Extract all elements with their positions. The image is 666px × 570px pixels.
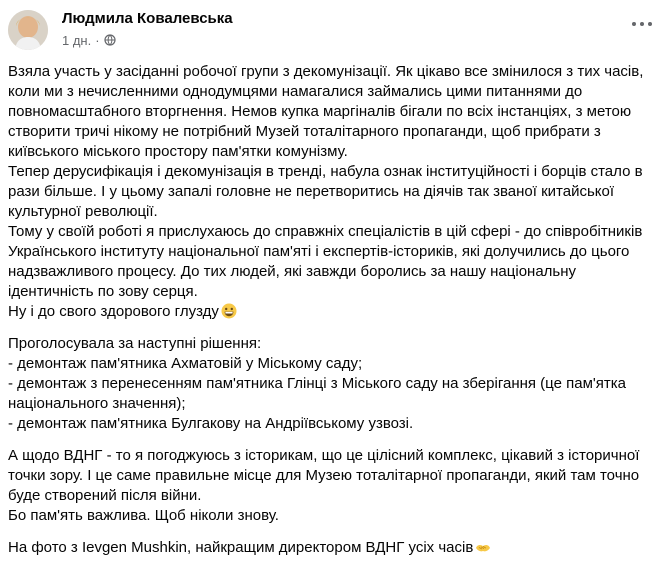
text-line-with-emoji [8, 538, 658, 558]
more-options-icon [640, 22, 644, 26]
text-line: - демонтаж пам'ятника Ахматовій у Міському саду; [8, 355, 363, 372]
author-avatar[interactable] [8, 10, 48, 50]
text-line: повномасштабного вторгнення. Немов купка маргіналів бігали по всіх інстанціях, з метою [8, 103, 632, 120]
post-text [8, 62, 658, 570]
text-line: коли ми з нечисленними однодумцями намагалися займались цими питаннями до [8, 83, 583, 100]
text-line: національного значення); [8, 395, 186, 412]
more-options-icon [648, 22, 652, 26]
text-line: Взяла участь у засіданні робочої групи з декомунізації. Як цікаво все змінилося з тих часів, [8, 63, 644, 80]
text-line-with-emoji [8, 302, 658, 322]
text-line: надзважливого процесу. До тих людей, які завжди боролись за нашу національну [8, 263, 577, 280]
text-line: Тому у своїй роботі я прислухаюсь до справжніх спеціалістів в цій сфері - до співробітників [8, 223, 643, 240]
post-paragraph [8, 334, 658, 434]
avatar-photo [8, 10, 48, 50]
more-options-button[interactable] [626, 12, 658, 36]
text-line: точки зору. І це саме правильне місце для Музею тоталітарної пропаганди, який там точно [8, 467, 640, 484]
text-line: рази більше. І у цьому запалі головне не перетворитись на діячів так званої китайської [8, 183, 615, 200]
text-line: - демонтаж з перенесенням пам'ятника Глінці з Міського саду на зберігання (це пам'ятка [8, 375, 626, 392]
text-line: Тепер дерусифікація і декомунізація в тренді, набула ознак інституційності і борців стало в [8, 163, 643, 180]
text-line: ідентичність по зову серця. [8, 283, 198, 300]
more-options-icon [632, 22, 636, 26]
post-paragraph [8, 446, 658, 526]
text-line: На фото з Ievgen Mushkin, найкращим директором ВДНГ усіх часів [8, 539, 474, 556]
text-line: створити тричі нікому не потрібний Музей тоталітарного пропаганди, щоб прибрати з [8, 123, 601, 140]
text-line: культурної революції. [8, 203, 158, 220]
author-name[interactable]: Людмила Ковалевська [62, 10, 233, 27]
post-time[interactable]: 1 дн. [62, 32, 92, 48]
text-line: Ну і до свого здорового глузду [8, 303, 219, 320]
post-paragraph [8, 62, 658, 322]
text-line: - демонтаж пам'ятника Булгакову на Андріївському узвозі. [8, 415, 414, 432]
post-paragraph [8, 538, 658, 558]
grinning-face-emoji [221, 303, 237, 319]
text-line: А щодо ВДНГ - то я погоджуюсь з історикам, що це цілісний комплекс, цікавий з історичної [8, 447, 640, 464]
text-line: буде створений після війни. [8, 487, 202, 504]
globe-icon [104, 34, 116, 46]
text-line: київського міського простору пам'ятки комунізму. [8, 143, 348, 160]
text-line: Українського інституту національної пам'яті і експертів-істориків, які долучились до цього [8, 243, 630, 260]
meta-separator: · [95, 32, 100, 48]
post-header [8, 8, 658, 52]
text-line: Проголосувала за наступні рішення: [8, 335, 262, 352]
post-meta [62, 32, 116, 48]
text-line: Бо пам'ять важлива. Щоб ніколи знову. [8, 507, 279, 524]
handshake-hands-emoji [475, 539, 491, 555]
